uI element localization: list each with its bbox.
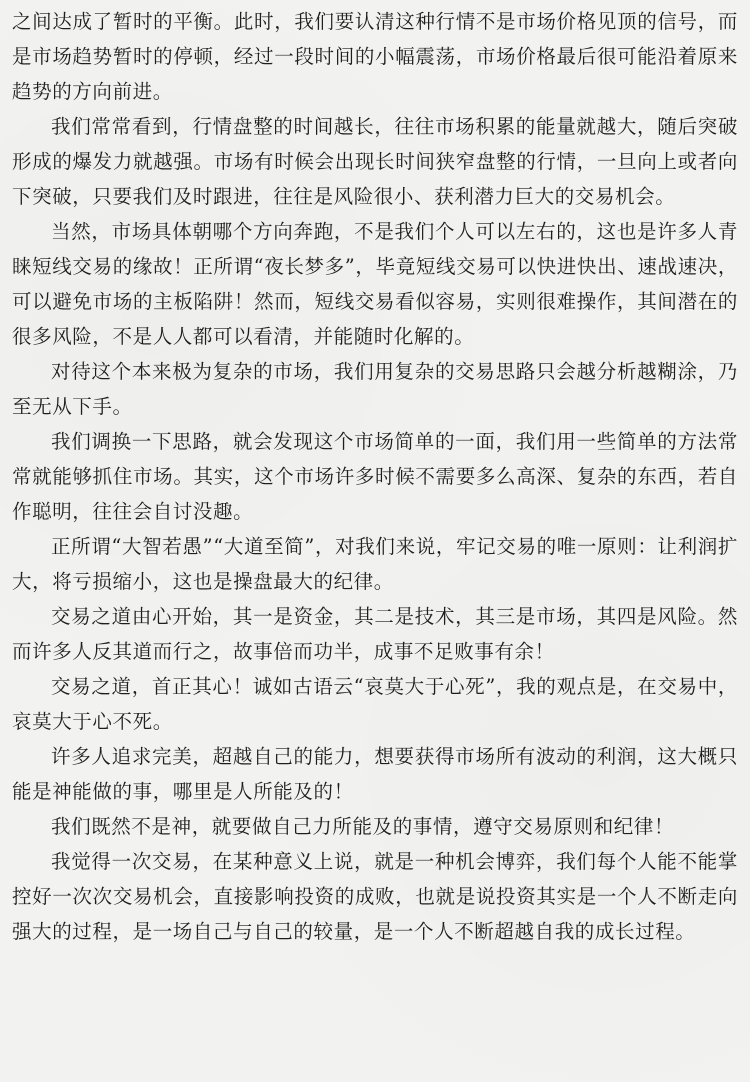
paragraph-simple-approach: 我们调换一下思路，就会发现这个市场简单的一面，我们用一些简单的方法常常就能够抓住市场。其实，这个市场许多时候不需要多么高深、复杂的东西，若自作聪明，往往会自讨没趣。 <box>12 430 738 523</box>
paragraph-opportunity-game: 我觉得一次交易，在某种意义上说，就是一种机会博弈，我们每个人能不能掌控好一次次交易机会，直接影响投资的成败，也就是说投资其实是一个人不断走向强大的过程，是一场自己与自己的较量，是一个人不断超越自我的成长过程。 <box>12 850 738 943</box>
paragraph-trading-principle: 正所谓“大智若愚”“大道至简”，对我们来说，牢记交易的唯一原则：让利润扩大，将亏损缩小，这也是操盘最大的纪律。 <box>12 535 738 593</box>
paragraph-perfection: 许多人追求完美，超越自己的能力，想要获得市场所有波动的利润，这大概只能是神能做的事，哪里是人所能及的！ <box>12 745 738 803</box>
paragraph-continuation: 之间达成了暂时的平衡。此时，我们要认清这种行情不是市场价格见顶的信号，而是市场趋势暂时的停顿，经过一段时间的小幅震荡，市场价格最后很可能沿着原来趋势的方向前进。 <box>12 10 738 103</box>
paragraph-short-term-trading: 当然，市场具体朝哪个方向奔跑，不是我们个人可以左右的，这也是许多人青睐短线交易的缘故！正所谓“夜长梦多”，毕竟短线交易可以快进快出、速战速决，可以避免市场的主板陷阱！然而，短线交易看似容易，实则很难操作，其间潜在的很多风险，不是人人都可以看清，并能随时化解的。 <box>12 220 738 348</box>
paragraph-consolidation-energy: 我们常常看到，行情盘整的时间越长，往往市场积累的能量就越大，随后突破形成的爆发力就越强。市场有时候会出现长时间狭窄盘整的行情，一旦向上或者向下突破，只要我们及时跟进，往往是风险很小、获利潜力巨大的交易机会。 <box>12 115 738 208</box>
paragraph-way-of-trading: 交易之道由心开始，其一是资金，其二是技术，其三是市场，其四是风险。然而许多人反其道而行之，故事倍而功半，成事不足败事有余！ <box>12 605 738 663</box>
paragraph-not-gods: 我们既然不是神，就要做自己力所能及的事情，遵守交易原则和纪律！ <box>51 815 675 838</box>
paragraph-complex-market: 对待这个本来极为复杂的市场，我们用复杂的交易思路只会越分析越糊涂，乃至无从下手。 <box>12 360 738 418</box>
paragraph-heart-first: 交易之道，首正其心！诚如古语云“哀莫大于心死”，我的观点是，在交易中，哀莫大于心不死。 <box>12 675 738 733</box>
